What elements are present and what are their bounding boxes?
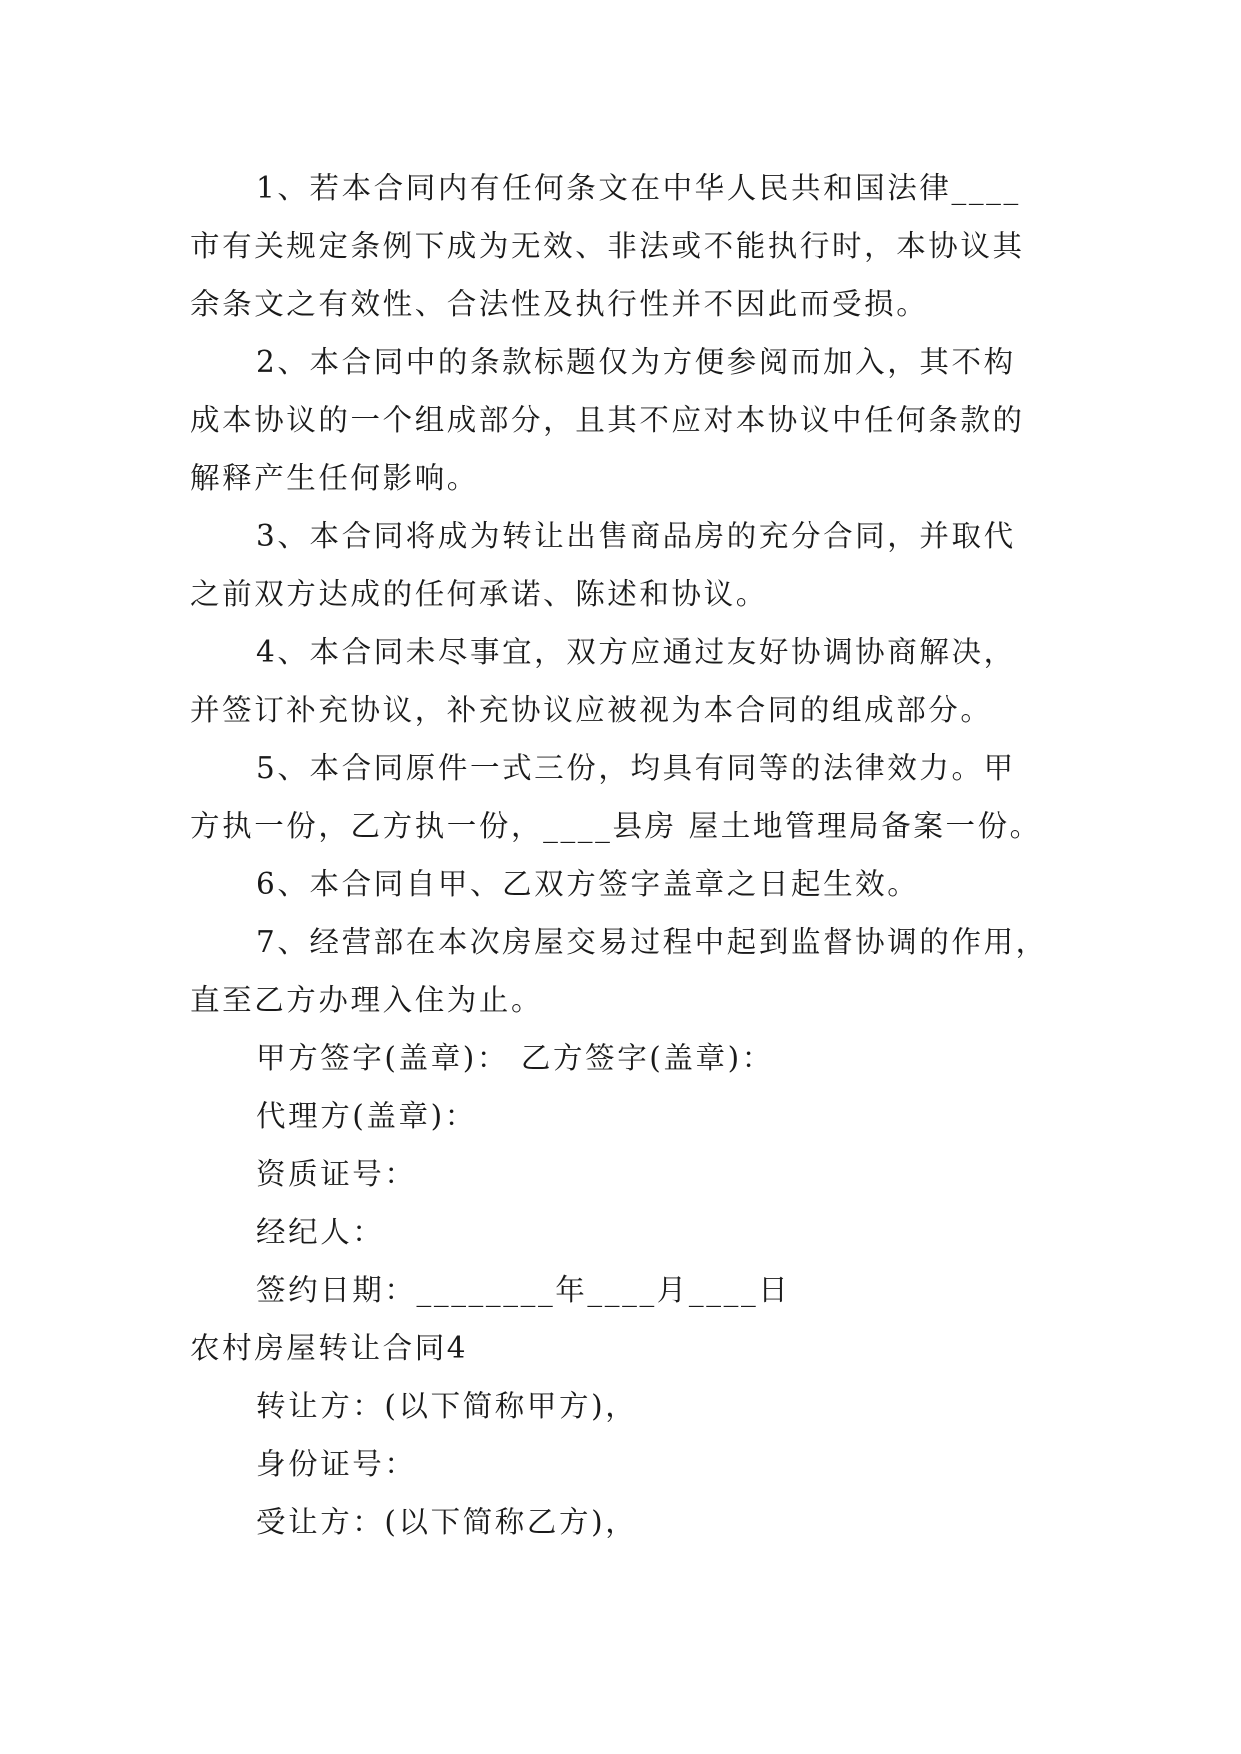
clause-4-line-1: 4、本合同未尽事宜，双方应通过友好协调协商解决， bbox=[256, 635, 1016, 669]
clause-2-line-3: 解释产生任何影响。 bbox=[190, 461, 479, 495]
clause-5-line-2: 方执一份，乙方执一份，____县房 屋土地管理局备案一份。 bbox=[190, 809, 1042, 843]
clause-3-line-1: 3、本合同将成为转让出售商品房的充分合同，并取代 bbox=[256, 519, 1016, 553]
clause-2-line-2: 成本协议的一个组成部分，且其不应对本协议中任何条款的 bbox=[190, 403, 1025, 437]
clause-1-line-3: 余条文之有效性、合法性及执行性并不因此而受损。 bbox=[190, 287, 929, 321]
clause-1-line-2: 市有关规定条例下成为无效、非法或不能执行时，本协议其 bbox=[190, 229, 1025, 263]
clause-7-line-1: 7、经营部在本次房屋交易过程中起到监督协调的作用， bbox=[256, 925, 1048, 959]
clause-6-line-1: 6、本合同自甲、乙双方签字盖章之日起生效。 bbox=[256, 867, 920, 901]
agent-seal: 代理方(盖章)： bbox=[256, 1099, 477, 1133]
section-title: 农村房屋转让合同4 bbox=[190, 1331, 469, 1365]
clause-7-line-2: 直至乙方办理入住为止。 bbox=[190, 983, 544, 1017]
clause-2-line-1: 2、本合同中的条款标题仅为方便参阅而加入，其不构 bbox=[256, 345, 1016, 379]
party-signatures: 甲方签字(盖章)： 乙方签字(盖章)： bbox=[256, 1041, 774, 1075]
transferor: 转让方：(以下简称甲方)， bbox=[256, 1389, 638, 1423]
clause-5-line-1: 5、本合同原件一式三份，均具有同等的法律效力。甲 bbox=[256, 751, 1016, 785]
clause-3-line-2: 之前双方达成的任何承诺、陈述和协议。 bbox=[190, 577, 768, 611]
clause-4-line-2: 并签订补充协议，补充协议应被视为本合同的组成部分。 bbox=[190, 693, 993, 727]
id-number: 身份证号： bbox=[256, 1447, 417, 1481]
signing-date: 签约日期：________年____月____日 bbox=[256, 1273, 791, 1307]
broker: 经纪人： bbox=[256, 1215, 385, 1249]
qualification-number: 资质证号： bbox=[256, 1157, 417, 1191]
clause-1-line-1: 1、若本合同内有任何条文在中华人民共和国法律____ bbox=[256, 171, 1021, 205]
transferee: 受让方：(以下简称乙方)， bbox=[256, 1505, 638, 1539]
